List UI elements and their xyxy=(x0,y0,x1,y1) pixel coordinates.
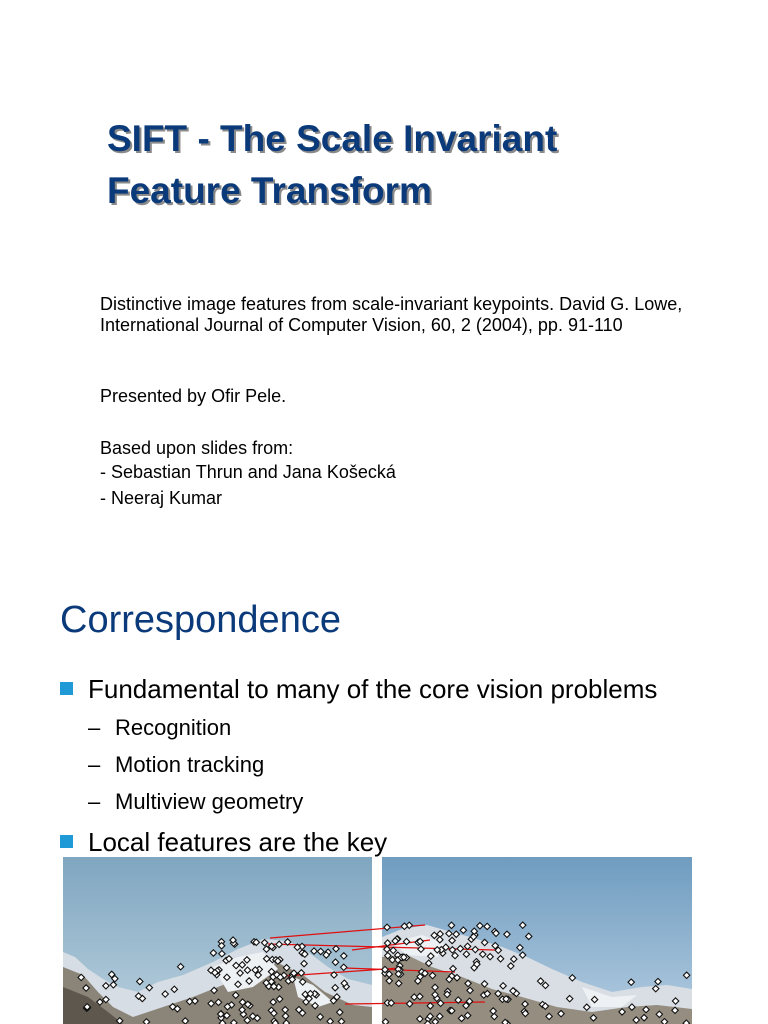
mountain-image-right xyxy=(382,857,692,1024)
sub-bullet-text: Recognition xyxy=(115,715,232,740)
dash-icon: – xyxy=(88,789,101,814)
bullet-square-icon xyxy=(60,682,73,695)
presenter-text: Presented by Ofir Pele. xyxy=(100,386,287,406)
title-line-2: Feature Transform xyxy=(107,170,432,211)
bullet-square-icon xyxy=(60,835,73,848)
based-upon-heading: Based upon slides from: xyxy=(100,438,294,458)
bullet-item xyxy=(60,826,387,858)
mountain-photo-left xyxy=(63,857,372,1024)
mountain-image-left xyxy=(63,857,372,1024)
slide-title-heading xyxy=(107,113,727,217)
sub-bullet-text: Motion tracking xyxy=(115,752,265,777)
dash-icon: – xyxy=(88,752,101,777)
sub-bullet-item xyxy=(88,714,231,742)
sub-bullet-item xyxy=(88,788,303,816)
based-upon-block xyxy=(100,438,396,511)
based-upon-item: - Neeraj Kumar xyxy=(100,488,223,508)
mountain-photo-right xyxy=(382,857,692,1024)
sub-bullet-text: Multiview geometry xyxy=(115,789,304,814)
citation-text: Distinctive image features from scale-invariant keypoints. David G. Lowe, International Journal of Computer Vision, 60, 2 (2004), pp. 91-110 xyxy=(100,294,683,335)
based-upon-item: - Sebastian Thrun and Jana Košecká xyxy=(100,462,396,482)
bullet-item xyxy=(60,673,657,705)
dash-icon: – xyxy=(88,715,101,740)
bullet-text: Fundamental to many of the core vision problems xyxy=(88,674,658,704)
sub-bullet-item xyxy=(88,751,264,779)
bullet-text: Local features are the key xyxy=(88,827,388,857)
correspondence-heading: Correspondence xyxy=(60,599,341,641)
title-line-1: SIFT - The Scale Invariant xyxy=(107,118,558,159)
